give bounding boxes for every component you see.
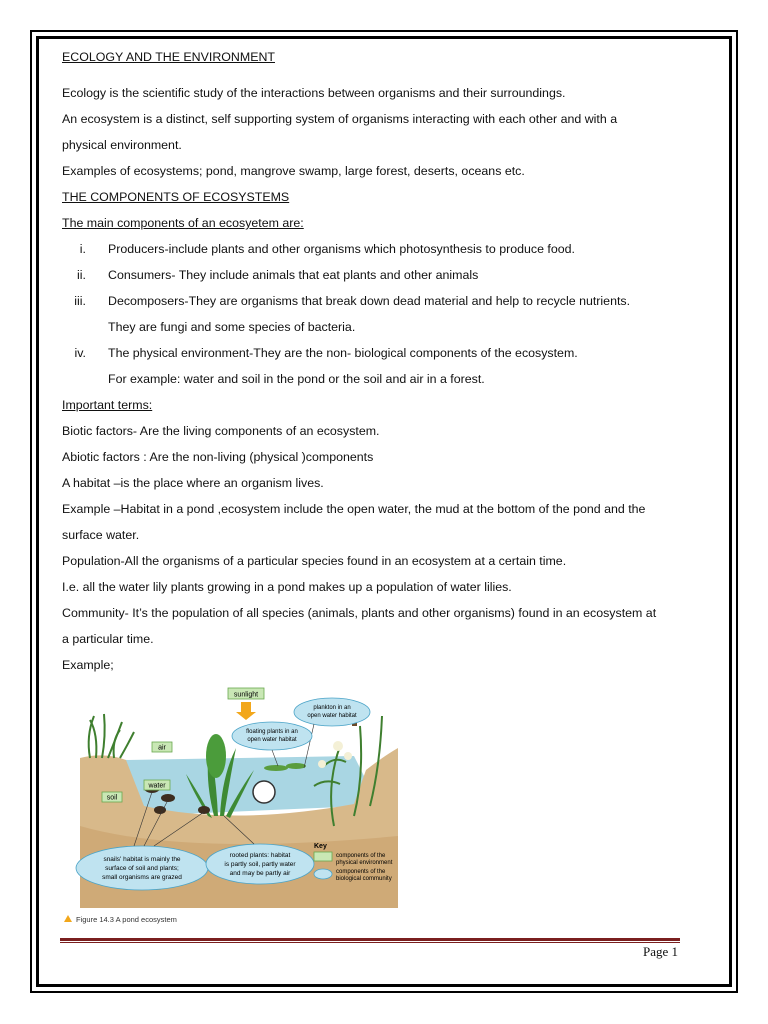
term-line: Population-All the organisms of a particular species found in an ecosystem at a certain time. [62,554,567,568]
paragraph: Examples of ecosystems; pond, mangrove swamp, large forest, deserts, oceans etc. [62,164,525,178]
components-list [62,236,702,392]
water-label: water [148,782,166,790]
soil-label: soil [106,794,118,802]
term-line: a particular time. [62,632,154,646]
document-body [62,44,702,678]
key-biological-swatch [314,869,332,879]
components-heading: THE COMPONENTS OF ECOSYSTEMS [62,190,290,204]
sunlight-label: sunlight [233,691,259,699]
key-title: Key [314,843,327,850]
rooted-label-line: is partly soil, partly water [224,861,296,868]
pond-ecosystem-illustration [64,686,414,932]
term-line: Community- It’s the population of all species (animals, plants and other organisms) found in an ecosystem at [62,606,657,620]
list-text: The physical environment-They are the non- biological components of the ecosystem. [108,346,578,360]
terms-heading: Important terms: [62,398,153,412]
plankton-label-line: plankton in an [313,705,351,711]
list-text: Producers-include plants and other organisms which photosynthesis to produce food. [108,242,575,256]
pond-ecosystem-figure [64,686,414,932]
key-physical-line: physical environment [336,860,393,866]
snails-label-line: surface of soil and plants; [105,865,179,872]
document-title: ECOLOGY AND THE ENVIRONMENT [62,50,275,64]
footer-rule-thin [60,942,680,943]
paragraph: An ecosystem is a distinct, self supporting system of organisms interacting with each other and with a [62,112,618,126]
rooted-label-line: and may be partly air [229,870,291,877]
floating-callout [232,722,312,750]
list-item-continuation: They are fungi and some species of bacteria. [108,320,356,334]
figure-caption: Figure 14.3 A pond ecosystem [76,915,177,924]
term-line: A habitat –is the place where an organism lives. [62,476,324,490]
caption-triangle-icon [64,915,72,922]
plankton-label-line: open water habitat [307,713,357,719]
list-text: Consumers- They include animals that eat plants and other animals [108,268,479,282]
list-number: ii. [77,268,86,282]
magnifier-icon [253,781,275,803]
term-line: Example –Habitat in a pond ,ecosystem include the open water, the mud at the bottom of the pond and the [62,502,646,516]
rooted-label-line: rooted plants: habitat [229,852,291,859]
list-number: i. [79,242,86,256]
floating-label-line: floating plants in an [246,729,298,735]
footer-rule [60,938,680,941]
term-line: I.e. all the water lily plants growing in a pond makes up a population of water lilies. [62,580,512,594]
term-line: surface water. [62,528,140,542]
list-item [62,262,702,288]
list-number: iv. [74,346,86,360]
list-item-continuation: For example: water and soil in the pond or the soil and air in a forest. [108,372,485,386]
page-number: Page 1 [642,944,678,959]
snails-label-line: small organisms are grazed [102,874,182,881]
key-biological-line: components of the [336,869,386,875]
air-label: air [158,744,166,752]
term-line: Biotic factors- Are the living components of an ecosystem. [62,424,380,438]
list-item [62,288,702,314]
term-line: Abiotic factors : Are the non-living (physical )components [62,450,374,464]
list-item [62,236,702,262]
components-subheading: The main components of an ecosyetem are: [62,216,304,230]
list-text: Decomposers-They are organisms that break down dead material and help to recycle nutrients. [108,294,631,308]
key-physical-line: components of the [336,853,386,859]
snails-label-line: snails' habitat is mainly the [103,856,181,863]
term-line: Example; [62,658,114,672]
plankton-callout [294,698,370,726]
key-biological-line: biological community [336,876,392,882]
key-physical-swatch [314,852,332,861]
list-number: iii. [74,294,86,308]
paragraph: physical environment. [62,138,182,152]
paragraph: Ecology is the scientific study of the interactions between organisms and their surroundings. [62,86,566,100]
floating-label-line: open water habitat [247,737,297,743]
list-item [62,340,702,366]
